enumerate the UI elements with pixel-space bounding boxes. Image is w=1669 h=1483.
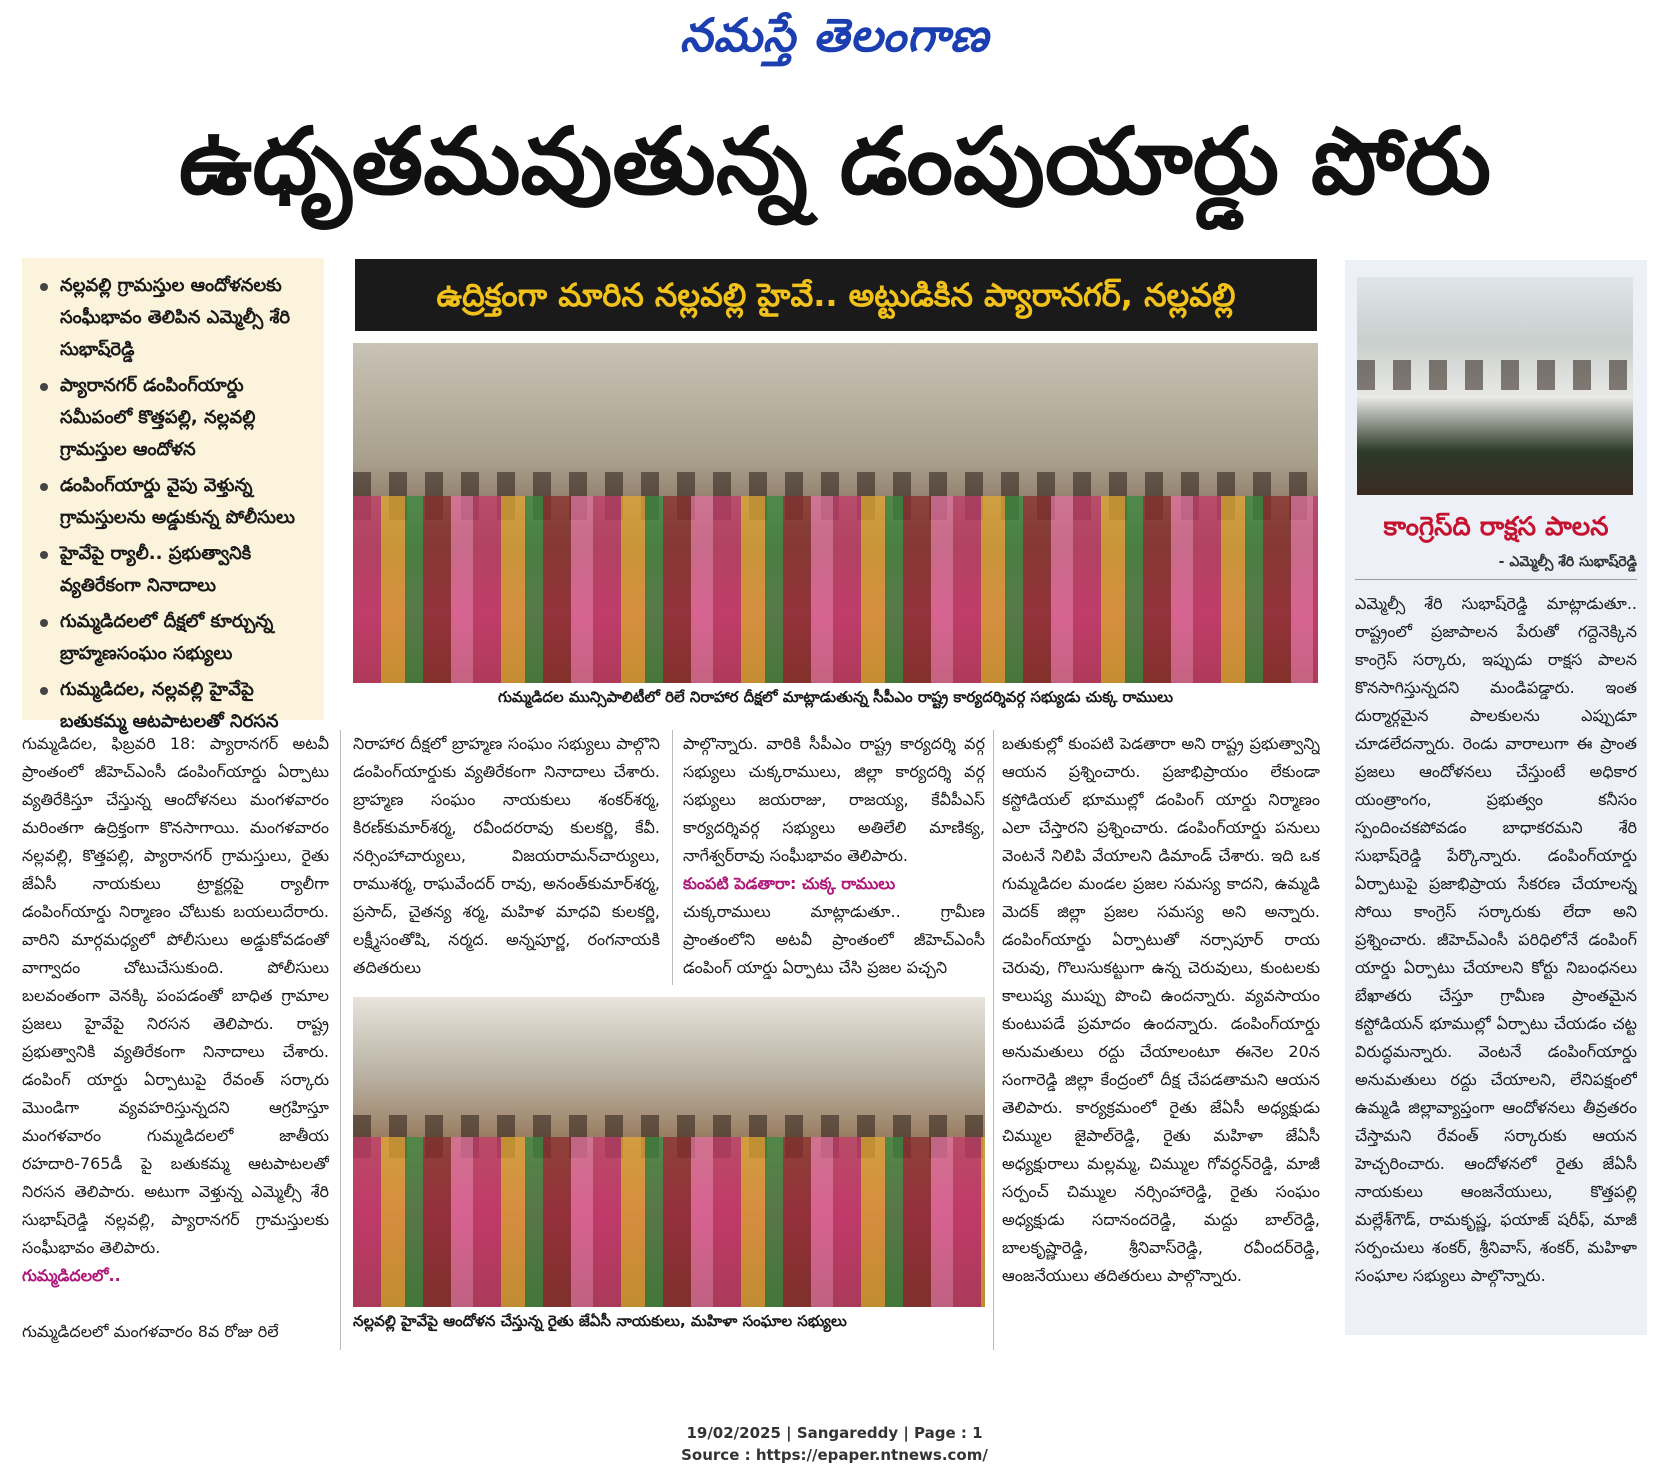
- masthead-logo: నమస్తే తెలంగాణ: [679, 8, 990, 62]
- bullet-icon: [40, 383, 48, 391]
- highlight-text: డంపింగ్‌యార్డు వైపు వెళ్తున్న గ్రామస్తులను అడ్డుకున్న పోలీసులు: [60, 475, 296, 528]
- divider: [1355, 579, 1637, 580]
- column-divider: [993, 730, 994, 1350]
- highlight-text: గుమ్మడిదలలో దీక్షలో కూర్చున్న బ్రాహ్మణసంఘం సభ్యులు: [60, 611, 274, 664]
- highlight-item: [34, 606, 316, 670]
- article-column-1-tail: గుమ్మడిదలలో మంగళవారం 8వ రోజు రిలే: [22, 1322, 279, 1341]
- page-headline: ఉధృతమవుతున్న డంపుయార్డు పోరు: [178, 108, 1492, 215]
- photo-detail: [353, 496, 1318, 683]
- highlights-list: [34, 270, 316, 738]
- highlight-item: [34, 538, 316, 602]
- highlights-box: [22, 258, 324, 732]
- highlight-text: నల్లవల్లి గ్రామస్తుల ఆందోళనలకు సంఘీభావం తెలిపిన ఎమ్మెల్సీ శేరి సుభాష్‌రెడ్డి: [60, 275, 291, 360]
- highlight-item: [34, 270, 316, 366]
- bullet-icon: [40, 687, 48, 695]
- highlight-item: [34, 370, 316, 466]
- column-text: గుమ్మడిదల, ఫిబ్రవరి 18: ప్యారానగర్ అటవీ ప్రాంతంలో జీహెచ్‌ఎంసీ డంపింగ్‌యార్డు ఏర్పాటు వ్యతిరేకిస్తూ చేస్తున్న ఆందోళనలు మంగళవారం మరింతగా ఉద్రిక్తంగా కొనసాగాయి. మంగళవారం నల్లవల్లి, కొత్తపల్లి, ప్యారానగర్ గ్రామస్తులు, రైతు జేఏసీ నాయకులు ట్రాక్టర్లపై ర్యాలీగా డంపింగ్‌యార్డు నిర్మాణం చోటుకు బయలుదేరారు. వారిని మార్గమధ్యలో పోలీసులు అడ్డుకోవడంతో వాగ్వాదం చోటుచేసుకుంది. పోలీసులు బలవంతంగా వెనక్కి పంపడంతో బాధిత గ్రామాల ప్రజలు హైవేపై నిరసన తెలిపారు. రాష్ట్ర ప్రభుత్వానికి వ్యతిరేకంగా నినాదాలు చేశారు. డంపింగ్ యార్డు ఏర్పాటుపై రేవంత్ సర్కారు మొండిగా వ్యవహరిస్తున్నదని ఆగ్రహిస్తూ మంగళవారం గుమ్మడిదలలో జాతీయ రహదారి-765డీ పై బతుకమ్మ ఆటపాటలతో నిరసన తెలిపారు. అటుగా వెళ్తున్న ఎమ్మెల్సీ శేరి సుభాష్‌రెడ్డి నల్లవల్లి, ప్యారానగర్ గ్రామస్తులకు సంఘీభావం తెలిపారు.: [22, 734, 329, 1257]
- footer-date-line: 19/02/2025 | Sangareddy | Page : 1: [686, 1424, 983, 1442]
- sidebar-body: ఎమ్మెల్సీ శేరి సుభాష్‌రెడ్డి మాట్లాడుతూ.. రాష్ట్రంలో ప్రజాపాలన పేరుతో గద్దెనెక్కిన కాంగ్రెస్ సర్కారు, ఇప్పుడు రాక్షస పాలన కొనసాగిస్తున్నదని మండిపడ్డారు. ఇంత దుర్మార్గమైన పాలకులను ఎప్పుడూ చూడలేదన్నారు. రెండు వారాలుగా ఈ ప్రాంత ప్రజలు ఆందోళనలు చేస్తుంటే అధికార యంత్రాంగం, ప్రభుత్వం కనీసం స్పందించకపోవడం బాధాకరమని శేరి సుభాష్‌రెడ్డి పేర్కొన్నారు. డంపింగ్‌యార్డు ఏర్పాటుపై ప్రజాభిప్రాయ సేకరణ చేయాలన్న సోయి కాంగ్రెస్ సర్కారుకు లేదా అని ప్రశ్నించారు. జీహెచ్‌ఎంసీ పరిధిలోనే డంపింగ్ యార్డు ఏర్పాటు చేయాలని కోర్టు నిబంధనలు బేఖాతరు చేస్తూ గ్రామీణ ప్రాంతమైన కస్టోడియన్ భూముల్లో ఏర్పాటు చేయడం చట్ట విరుద్ధమన్నారు. వెంటనే డంపింగ్‌యార్డు అనుమతులు రద్దు చేయాలని, లేనిపక్షంలో ఉమ్మడి జిల్లావ్యాప్తంగా ఆందోళనలు తీవ్రతరం చేస్తామని రేవంత్ సర్కారుకు ఆయన హెచ్చరించారు. ఆందోళనలో రైతు జేఏసీ నాయకులు ఆంజనేయులు, కొత్తపల్లి మల్లేశ్‌గౌడ్, రామకృష్ణ, ఫయాజ్ షరీఫ్, మాజీ సర్పంచులు శంకర్, శ్రీనివాస్, శంకర్, మహిళా సంఘాల సభ్యులు పాల్గొన్నారు.: [1355, 594, 1637, 1285]
- column-subtitle: గుమ్మడిదలలో..: [22, 1266, 121, 1285]
- subheadline-banner: ఉద్రిక్తంగా మారిన నల్లవల్లి హైవే.. అట్టుడికిన ప్యారానగర్, నల్లవల్లి: [355, 259, 1317, 331]
- highlight-text: గుమ్మడిదల, నల్లవల్లి హైవేపై బతుకమ్మ ఆటపాటలతో నిరసన: [60, 679, 279, 732]
- article-column-1: [22, 730, 329, 1318]
- highlight-item: [34, 470, 316, 534]
- protest-photo-highway: [353, 997, 985, 1307]
- mlc-photo: [1357, 277, 1633, 495]
- bullet-icon: [40, 283, 48, 291]
- column-divider: [340, 730, 341, 1350]
- bullet-icon: [40, 551, 48, 559]
- column-divider: [672, 730, 673, 985]
- footer-source-line: Source : https://epaper.ntnews.com/: [681, 1446, 988, 1464]
- photo-caption-main: గుమ్మడిదల మున్సిపాలిటీలో రిలే నిరాహార దీక్షలో మాట్లాడుతున్న సీపీఎం రాష్ట్ర కార్యదర్శివర్గ సభ్యుడు చుక్క రాములు: [497, 688, 1174, 706]
- sidebar-title: కాంగ్రెస్‌ది రాక్షస పాలన: [1383, 512, 1609, 542]
- column-subtitle: కుంపటి పెడతారా: చుక్క రాములు: [683, 874, 896, 893]
- bullet-icon: [40, 619, 48, 627]
- article-column-3: [683, 730, 985, 985]
- photo-caption-highway: నల్లవల్లి హైవేపై ఆందోళన చేస్తున్న రైతు జేఏసీ నాయకులు, మహిళా సంఘాల సభ్యులు: [353, 1312, 847, 1330]
- photo-detail: [1357, 360, 1633, 391]
- article-column-4: బతుకుల్లో కుంపటి పెడతారా అని రాష్ట్ర ప్రభుత్వాన్ని ఆయన ప్రశ్నించారు. ప్రజాభిప్రాయం లేకుండా కస్టోడియల్ భూముల్లో డంపింగ్ యార్డు నిర్మాణం ఎలా చేస్తారని ప్రశ్నించారు. డంపింగ్‌యార్డు పనులు వెంటనే నిలిపి వేయాలని డిమాండ్ చేశారు. ఇది ఒక గుమ్మడిదల మండల ప్రజల సమస్య కాదని, ఉమ్మడి మెదక్ జిల్లా ప్రజల సమస్య అని అన్నారు. డంపింగ్‌యార్డు ఏర్పాటుతో నర్సాపూర్ రాయ చెరువు, గొలుసుకట్టుగా ఉన్న చెరువులు, కుంటలకు కాలుష్య ముప్పు పొంచి ఉందన్నారు. వ్యవసాయం కుంటుపడే ప్రమాదం ఉందన్నారు. డంపింగ్‌యార్డు అనుమతులు రద్దు చేయాలంటూ ఈనెల 20న సంగారెడ్డి జిల్లా కేంద్రంలో దీక్ష చేపడతామని ఆయన తెలిపారు. కార్యక్రమంలో రైతు జేఏసీ అధ్యక్షుడు చిమ్ముల జైపాల్‌రెడ్డి, రైతు మహిళా జేఏసీ అధ్యక్షురాలు మల్లమ్మ, చిమ్ముల గోవర్ధన్‌రెడ్డి, మాజీ సర్పంచ్ చిమ్ముల నర్సింహారెడ్డి, రైతు సంఘం అధ్యక్షుడు సదానందరెడ్డి, మద్దు బాల్‌రెడ్డి, బాలకృష్ణారెడ్డి, శ్రీనివాస్‌రెడ్డి, రవీందర్‌రెడ్డి, ఆంజనేయులు తదితరులు పాల్గొన్నారు.: [1002, 734, 1320, 1285]
- column-text: పాల్గొన్నారు. వారికి సీపీఎం రాష్ట్ర కార్యదర్శి వర్గ సభ్యులు చుక్కరాములు, జిల్లా కార్యదర్శి వర్గ సభ్యులు జయరాజు, రాజయ్య, కేవీపీఎస్ కార్యదర్శివర్గ సభ్యులు అతిలేలి మాణిక్య, నాగేశ్వర్‌రావు సంఘీభావం తెలిపారు.: [683, 734, 985, 865]
- highlight-text: ప్యారానగర్ డంపింగ్‌యార్డు సమీపంలో కొత్తపల్లి, నల్లవల్లి గ్రామస్తుల ఆందోళన: [60, 375, 256, 460]
- photo-detail: [353, 1137, 985, 1308]
- protest-photo-main: [353, 343, 1318, 683]
- sidebar-byline: - ఎమ్మెల్సీ శేరి సుభాష్‌రెడ్డి: [1498, 554, 1637, 570]
- article-column-2: నిరాహార దీక్షలో బ్రాహ్మణ సంఘం సభ్యులు పాల్గొని డంపింగ్‌యార్డుకు వ్యతిరేకంగా నినాదాలు చేశారు. బ్రాహ్మణ సంఘం నాయకులు శంకర్‌శర్మ, కిరణ్‌కుమార్‌శర్మ, రవీందరరావు కులకర్ణి, కేవీ. నర్సింహాచార్యులు, విజయరామన్‌చార్యులు, రాముశర్మ, రాఘవేందర్ రావు, అనంత్‌కుమార్‌శర్మ, ప్రసాద్, చైతన్య శర్మ, మహిళ మాధవి కులకర్ణి, లక్ష్మీసంతోషి, నర్మద. అన్నపూర్ణ, రంగనాయకి తదితరులు: [353, 734, 660, 977]
- column-text: చుక్కరాములు మాట్లాడుతూ.. గ్రామీణ ప్రాంతంలోని అటవీ ప్రాంతంలో జీహెచ్‌ఎంసీ డంపింగ్ యార్డు ఏర్పాటు చేసి ప్రజల పచ్చని: [683, 902, 985, 977]
- highlight-item: [34, 674, 316, 738]
- bullet-icon: [40, 483, 48, 491]
- page-footer: [0, 1422, 1669, 1466]
- highlight-text: హైవేపై ర్యాలీ.. ప్రభుత్వానికి వ్యతిరేకంగా నినాదాలు: [60, 543, 252, 596]
